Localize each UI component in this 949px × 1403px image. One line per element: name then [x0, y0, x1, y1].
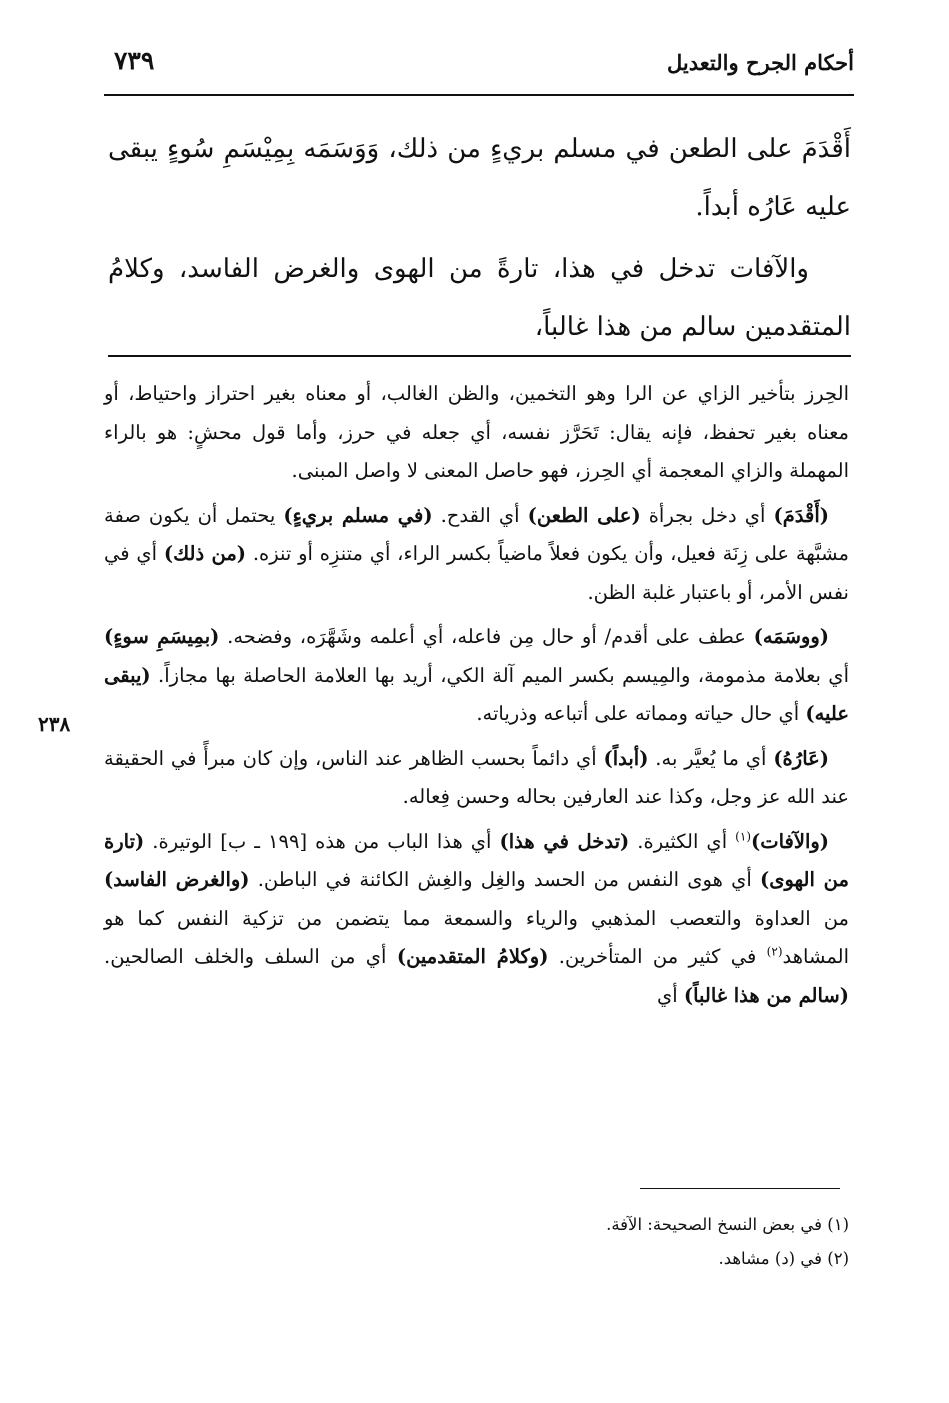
lemma: (سالم من هذا غالباً) — [683, 983, 849, 1007]
commentary-text: أي هوى النفس من الحسد والغِل والغِش الكائنة في الباطن. — [249, 868, 760, 891]
commentary — [104, 375, 849, 1021]
commentary-text: في كثير من المتأخرين. — [548, 945, 767, 968]
commentary-paragraph-1: الحِرز بتأخير الزاي عن الرا وهو التخمين، والظن الغالب، أو معناه بغير احتراز واحتياط، أو معناه بغير تحفظ، فإنه يقال: تَحَرَّز نفسه، أي جعله في حرز، وأما قول محشٍ: هو بالراء المهملة والزاي المعجمة أي الحِرز، فهو حاصل المعنى لا واصل المبنى. — [104, 382, 849, 482]
main-paragraph-2: والآفات تدخل في هذا، تارةً من الهوى والغرض الفاسد، وكلامُ المتقدمين سالم من هذا غالباً، — [108, 254, 851, 342]
footnote-1: (١) في بعض النسخ الصحيحة: الآفة. — [606, 1215, 849, 1234]
lemma: (على الطعن) — [527, 503, 641, 527]
lemma: (تدخل في هذا) — [499, 829, 630, 853]
lemma: (أَقْدَمَ) — [773, 503, 829, 527]
lemma: (في مسلم بريءٍ) — [283, 503, 433, 527]
commentary-text: أي القدح. — [432, 503, 528, 527]
page-number: ٧٣٩ — [114, 46, 155, 75]
commentary-text: أي ما يُعيَّر به. — [648, 746, 774, 770]
commentary-text: أي دائماً بحسب الظاهر عند الناس، وإن كان مبرأً في الحقيقة عند الله عز وجل، وكذا عند العارفين بحاله وحسن فِعاله. — [104, 746, 849, 808]
commentary-text: أي حال حياته ومماته على أتباعه وذرياته. — [476, 702, 806, 725]
footnote-marker[interactable]: (١) — [735, 829, 751, 843]
commentary-text: أي بعلامة مذمومة، والمِيسم بكسر الميم آلة الكي، أريد بها العلامة الحاصلة بها مجازاً. — [150, 663, 849, 687]
commentary-text: عطف على أقدم/ أو حال مِن فاعله، أي أعلمه وشَهَّرَه، وفضحه. — [219, 625, 754, 648]
lemma: (أبداً) — [603, 746, 649, 770]
lemma: (عَارُهُ) — [773, 746, 829, 770]
footnote-marker[interactable]: (٢) — [766, 944, 783, 959]
lemma: (يبقى عليه) — [104, 663, 849, 725]
main-paragraph-1: أَقْدَمَ على الطعن في مسلم بريءٍ من ذلك، وَوَسَمَه بِمِيْسَمِ سُوءٍ يبقى عليه عَارُه أبداً. — [108, 134, 851, 222]
book-title: أحكام الجرح والتعديل — [667, 50, 854, 75]
running-header — [104, 44, 854, 96]
lemma: (من ذلك) — [163, 542, 247, 565]
main-text — [108, 120, 851, 356]
commentary-text: أي في نفس الأمر، أو باعتبار غلبة الظن. — [104, 542, 849, 604]
manuscript-folio-reference: ٢٣٨ — [38, 712, 71, 736]
commentary-text: أي دخل بجرأة — [640, 503, 774, 527]
commentary-paragraph-2 — [104, 497, 849, 613]
commentary-paragraph-4 — [104, 740, 849, 817]
lemma: (ووسَمَه) — [753, 625, 829, 648]
lemma: (والغرض الفاسد) — [104, 868, 250, 891]
section-divider — [108, 355, 851, 357]
commentary-text: يحتمل أن يكون صفة مشبَّهة على زِنَة فعيل، وأن يكون فعلاً ماضياً بكسر الراء، أي متنزِه أو تنزه. — [104, 503, 850, 565]
commentary-text: أي الكثيرة. — [629, 829, 736, 853]
commentary-text: من العداوة والتعصب المذهبي والرياء والسمعة مما يتضمن من تزكية النفس كما هو المشاهد — [104, 906, 849, 968]
lemma: (تارة من الهوى) — [104, 829, 849, 891]
lemma: (والآفات) — [751, 829, 830, 853]
commentary-paragraph-5 — [104, 823, 849, 1016]
lemma: (وكلامُ المتقدمين) — [396, 945, 549, 968]
commentary-text: أي هذا الباب من هذه [١٩٩ ـ ب] الوتيرة. — [144, 829, 500, 853]
footnotes — [300, 1208, 849, 1276]
commentary-text: أي من السلف والخلف الصالحين. — [104, 945, 397, 968]
footnote-divider — [640, 1188, 840, 1189]
commentary-paragraph-3 — [104, 618, 849, 734]
lemma: (بمِيسَمِ سوءٍ) — [104, 625, 220, 648]
commentary-text: أي — [656, 983, 684, 1007]
footnote-2: (٢) في (د) مشاهد. — [718, 1249, 849, 1268]
